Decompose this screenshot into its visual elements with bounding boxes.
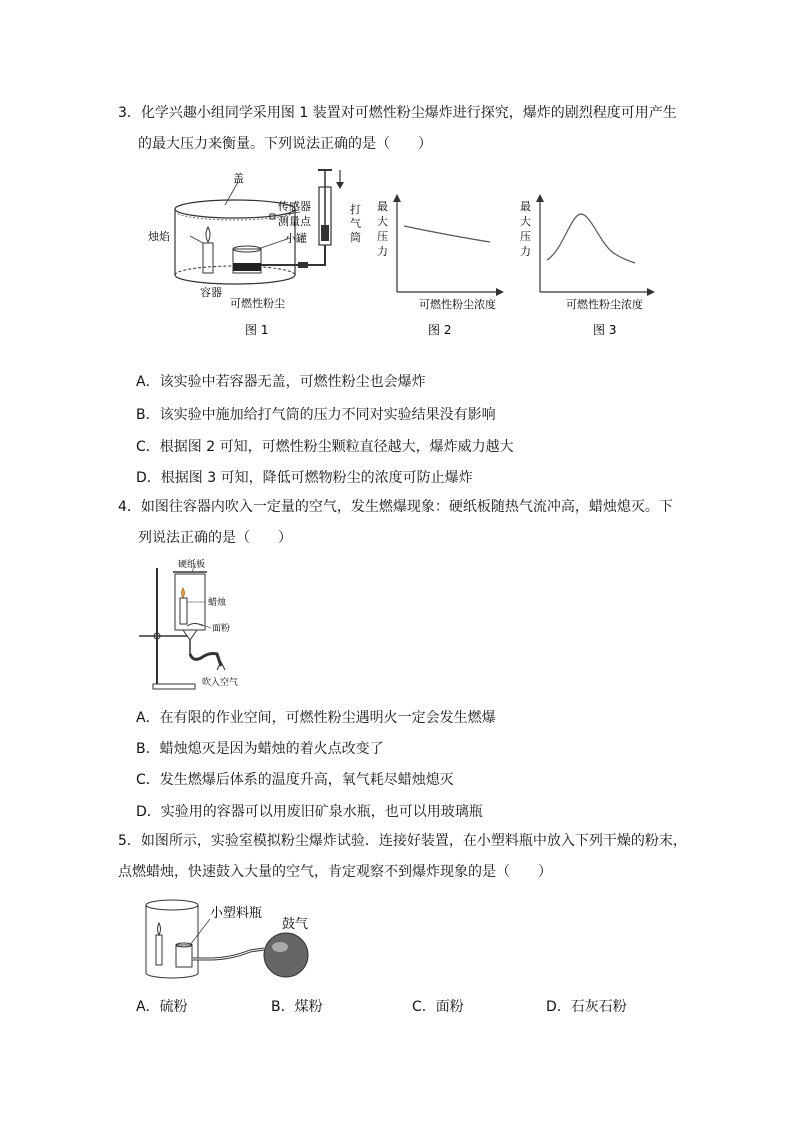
figure-2-graph [372, 188, 512, 345]
fig3-ylabel-3: 压 [520, 230, 531, 243]
fig1-caption: 图 1 [245, 323, 269, 337]
q4-line2: 列说法正确的是（ ） [138, 530, 292, 546]
q4-line1: 4．如图往容器内吹入一定量的空气，发生燃爆现象：硬纸板随热气流冲高，蜡烛熄灭。下 [118, 499, 673, 515]
fig1-pump-char3: 筒 [350, 231, 361, 244]
question-3-stem [118, 98, 678, 160]
fig1-can-label: 小罐 [285, 232, 307, 245]
q4-candle-label: 蜡烛 [208, 598, 227, 608]
q5-blow-label: 鼓气 [282, 917, 309, 932]
q5-option-d[interactable]: D．石灰石粉 [546, 999, 627, 1015]
fig2-ylabel-2: 大 [377, 215, 388, 228]
q4-board-label: 硬纸板 [178, 560, 206, 570]
q3-line2: 的最大压力来衡量。下列说法正确的是（ ） [138, 136, 432, 152]
question-4-stem [118, 492, 678, 554]
fig1-pump-char1: 打 [350, 203, 361, 216]
q4-option-a[interactable]: A．在有限的作业空间，可燃性粉尘遇明火一定会发生燃爆 [136, 710, 496, 726]
fig2-ylabel-4: 力 [377, 245, 388, 258]
fig2-ylabel-1: 最 [377, 200, 388, 213]
q4-option-b[interactable]: B．蜡烛熄灭是因为蜡烛的着火点改变了 [136, 741, 384, 757]
q5-bottle-label: 小塑料瓶 [210, 906, 263, 921]
q5-line1: 5．如图所示，实验室模拟粉尘爆炸试验．连接好装置，在小塑料瓶中放入下列干燥的粉末， [118, 833, 687, 849]
fig1-point-label: 测量点 [278, 215, 311, 228]
q3-option-a[interactable]: A．该实验中若容器无盖，可燃性粉尘也会爆炸 [136, 374, 426, 390]
fig2-xlabel: 可燃性粉尘浓度 [419, 298, 496, 311]
q4-apparatus-figure [135, 558, 255, 694]
fig3-ylabel-1: 最 [520, 200, 531, 213]
q5-option-c[interactable]: C．面粉 [412, 999, 464, 1015]
q3-option-b[interactable]: B．该实验中施加给打气筒的压力不同对实验结果没有影响 [136, 407, 496, 423]
fig2-caption: 图 2 [428, 323, 452, 337]
fig1-sensor-label: 传感器 [278, 200, 311, 213]
question-5-stem [118, 826, 687, 888]
q5-option-a[interactable]: A．硫粉 [136, 999, 188, 1015]
q3-line1: 3．化学兴趣小组同学采用图 1 装置对可燃性粉尘爆炸进行探究，爆炸的剧烈程度可用产生 [118, 105, 677, 121]
q4-option-d[interactable]: D．实验用的容器可以用废旧矿泉水瓶，也可以用玻璃瓶 [136, 804, 483, 820]
q5-option-b[interactable]: B．煤粉 [271, 999, 323, 1015]
fig1-candle-label: 烛焰 [148, 230, 170, 243]
q4-flour-label: 面粉 [212, 624, 231, 634]
fig1-pump-char2: 气 [350, 217, 361, 230]
fig1-lid-label: 盖 [233, 172, 244, 185]
q3-option-d[interactable]: D．根据图 3 可知，降低可燃物粉尘的浓度可防止爆炸 [136, 470, 473, 486]
figure-3-graph [515, 188, 665, 345]
fig1-dust-label: 可燃性粉尘 [230, 297, 285, 310]
q4-air-label: 吹入空气 [202, 678, 239, 688]
q5-line2: 点燃蜡烛，快速鼓入大量的空气，肯定观察不到爆炸现象的是（ ） [118, 864, 552, 880]
fig3-ylabel-2: 大 [520, 215, 531, 228]
q4-option-c[interactable]: C．发生燃爆后体系的温度升高，氧气耗尽蜡烛熄灭 [136, 772, 454, 788]
fig3-caption: 图 3 [593, 323, 617, 337]
fig3-ylabel-4: 力 [520, 245, 531, 258]
q5-apparatus-figure [140, 895, 330, 985]
q3-option-c[interactable]: C．根据图 2 可知，可燃性粉尘颗粒直径越大，爆炸威力越大 [136, 439, 514, 455]
fig1-container-label: 容器 [200, 286, 222, 299]
fig3-xlabel: 可燃性粉尘浓度 [566, 298, 643, 311]
fig2-ylabel-3: 压 [377, 230, 388, 243]
figure-1-apparatus [140, 165, 370, 345]
